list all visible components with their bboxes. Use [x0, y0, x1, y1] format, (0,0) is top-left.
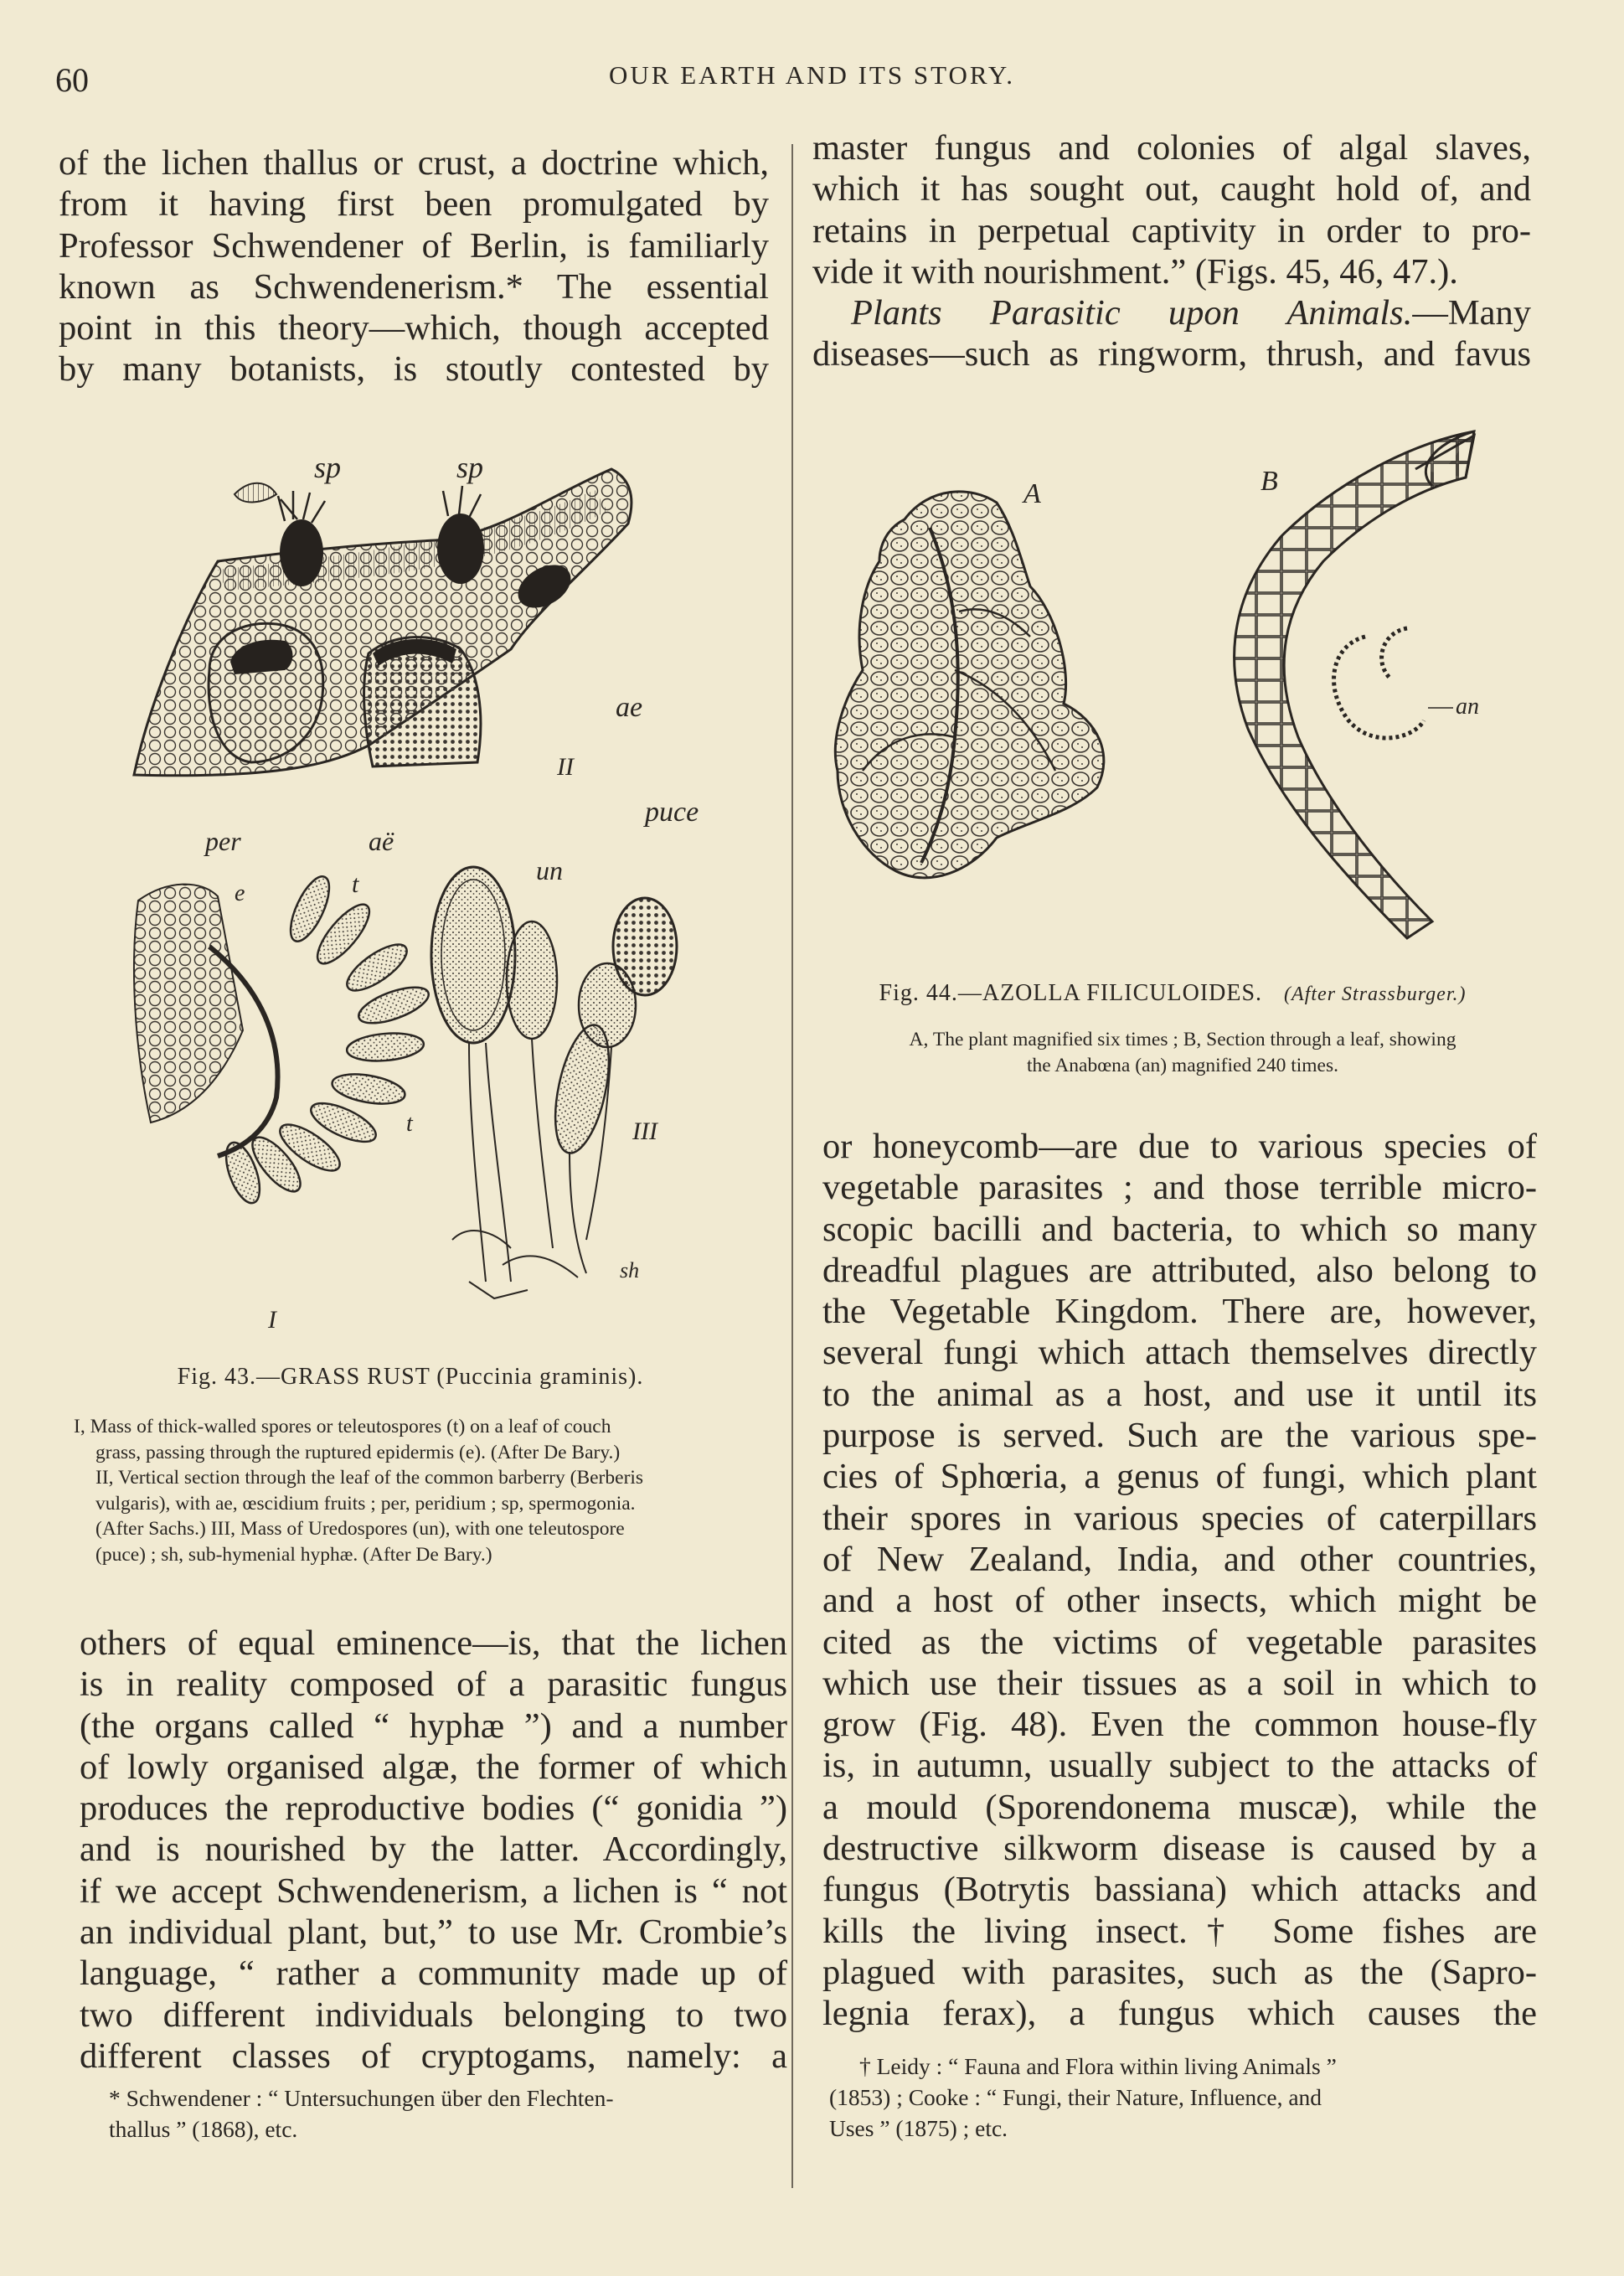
text-line: (the organs called “ hyphæ ”) and a number [80, 1706, 787, 1746]
left-bottom-paragraph [80, 1623, 787, 2077]
text-line: an individual plant, but,” to use Mr. Crombie’s [80, 1912, 787, 1953]
text-line: vegetable parasites ; and those terrible micro- [822, 1168, 1537, 1208]
label-ae-2: aë [369, 826, 394, 856]
figure-44-illustration [829, 419, 1516, 972]
caption-line: I, Mass of thick-walled spores or teleutospores (t) on a leaf of couch [74, 1416, 611, 1437]
text-line: point in this theory—which, though accepted [59, 308, 769, 348]
leaf-section-ii [134, 469, 632, 776]
text-line: plagued with parasites, such as the (Sapro- [822, 1952, 1537, 1992]
right-main-paragraph [822, 1126, 1537, 2035]
text-line: cited as the victims of vegetable parasites [822, 1622, 1537, 1662]
text-line: legnia ferax), a fungus which causes the [822, 1994, 1537, 2034]
text-line: several fungi which attach themselves directly [822, 1333, 1537, 1373]
text-line: their spores in various species of caterpillars [822, 1498, 1537, 1538]
label-ae-1: ae [616, 692, 643, 723]
right-footnote [829, 2051, 1541, 2144]
page-number: 60 [55, 61, 89, 99]
text-line: scopic bacilli and bacteria, to which so many [822, 1209, 1537, 1249]
figure-44-credit: (After Strassburger.) [1284, 983, 1467, 1005]
text-line: a mould (Sporendonema muscæ), while the [822, 1787, 1537, 1827]
section-heading-line [812, 292, 1531, 333]
label-sp-1: sp [314, 451, 342, 484]
text-line: produces the reproductive bodies (“ gonidia ”) [80, 1788, 787, 1829]
text-line: dreadful plagues are attributed, also belong to [822, 1250, 1537, 1290]
footnote-line: (1853) ; Cooke : “ Fungi, their Nature, Influence, and [829, 2084, 1322, 2110]
text-line: by many botanists, is stoutly contested by [59, 349, 769, 390]
caption-line: (puce) ; sh, sub-hymenial hyphæ. (After De Bary.) [95, 1543, 492, 1566]
text-line: if we accept Schwendenerism, a lichen is “ not [80, 1871, 787, 1911]
text-line: purpose is served. Such are the various spe- [822, 1416, 1537, 1456]
footnote-line: * Schwendener : “ Untersuchungen über den Flechten- [109, 2085, 614, 2111]
label-sh: sh [620, 1258, 640, 1283]
text-line: is, in autumn, usually subject to the attacks of [822, 1746, 1537, 1786]
label-t-1: t [352, 870, 359, 898]
text-line: which it has sought out, caught hold of, and [812, 169, 1531, 209]
text-line: destructive silkworm disease is caused by a [822, 1829, 1537, 1869]
label-i: I [268, 1306, 276, 1334]
text-line: and a host of other insects, which might be [822, 1581, 1537, 1621]
text-line: master fungus and colonies of algal slaves, [812, 128, 1531, 168]
label-e: e [235, 880, 245, 906]
uredospores-iii [431, 867, 677, 1298]
figure-44-caption-body [822, 1027, 1543, 1078]
text-line: cies of Sphœria, a genus of fungi, which plant [822, 1457, 1537, 1497]
caption-line: A, The plant magnified six times ; B, Section through a leaf, showing [909, 1029, 1456, 1050]
text-line: retains in perpetual captivity in order to pro- [812, 210, 1531, 250]
caption-line: II, Vertical section through the leaf of the common barberry (Berberis [95, 1467, 644, 1489]
label-iii: III [632, 1117, 657, 1145]
label-sp-2: sp [456, 451, 484, 484]
section-heading: Plants Parasitic upon Animals. [851, 293, 1413, 333]
text-line: to the animal as a host, and use it until its [822, 1374, 1537, 1414]
text-line: grow (Fig. 48). Even the common house-fly [822, 1705, 1537, 1745]
figure-43-caption-title: Fig. 43.—GRASS RUST (Puccinia graminis). [177, 1364, 644, 1390]
footnote-line: thallus ” (1868), etc. [109, 2116, 298, 2142]
caption-line: (After Sachs.) III, Mass of Uredospores (un), with one teleutospore [95, 1518, 625, 1540]
left-footnote [109, 2082, 787, 2144]
spore-mass-i [134, 871, 433, 1207]
figure-43-caption-body [74, 1414, 786, 1567]
figure-44-title: Fig. 44.—AZOLLA FILICULOIDES. [879, 980, 1263, 1006]
label-a: A [1023, 478, 1041, 509]
figure-44-caption-title [812, 980, 1533, 1007]
label-un: un [536, 855, 563, 885]
label-t-2: t [406, 1111, 413, 1137]
text-line: two different individuals belonging to two [80, 1995, 787, 2035]
label-an: an [1456, 694, 1479, 720]
label-puce: puce [645, 797, 699, 828]
text-line: vide it with nourishment.” (Figs. 45, 46, 47.). [812, 251, 1458, 292]
footnote-line: † Leidy : “ Fauna and Flora within living Animals ” [859, 2053, 1337, 2079]
text-line: or honeycomb—are due to various species of [822, 1127, 1537, 1166]
footnote-line: Uses ” (1875) ; etc. [829, 2115, 1008, 2141]
running-title: OUR EARTH AND ITS STORY. [609, 60, 1015, 90]
text-line: the Vegetable Kingdom. There are, however, [822, 1292, 1537, 1332]
text-line: from it having first been promulgated by [59, 184, 769, 225]
text-line: of lowly organised algæ, the former of which [80, 1747, 787, 1787]
text-line: and is nourished by the latter. Accordingly, [80, 1830, 787, 1870]
caption-line: grass, passing through the ruptured epidermis (e). (After De Bary.) [95, 1441, 621, 1463]
figure-43-illustration [117, 444, 754, 1357]
text-line: which use their tissues as a soil in which to [822, 1663, 1537, 1703]
text-line: fungus (Botrytis bassiana) which attacks and [822, 1870, 1537, 1910]
text-line: known as Schwendenerism.* The essential [59, 266, 769, 307]
text-line: Professor Schwendener of Berlin, is familiarly [59, 225, 769, 266]
right-top-paragraph [812, 127, 1531, 375]
text-line: others of equal eminence—is, that the lichen [80, 1623, 787, 1663]
text-line: of the lichen thallus or crust, a doctrine which, [59, 143, 769, 183]
label-ii: II [557, 753, 574, 781]
text-line: is in reality composed of a parasitic fungus [80, 1664, 787, 1705]
caption-line: the Anabœna (an) magnified 240 times. [1027, 1054, 1338, 1076]
text-line: kills the living insect.† Some fishes are [822, 1911, 1537, 1951]
text-line: of New Zealand, India, and other countries, [822, 1539, 1537, 1579]
section-heading-rest: —Many [1412, 293, 1531, 333]
text-line: language, “ rather a community made up of [80, 1953, 787, 1994]
column-divider [791, 144, 793, 2188]
caption-line: vulgaris), with ae, œscidium fruits ; per, peridium ; sp, spermogonia. [95, 1492, 636, 1515]
azolla-plant-a [835, 492, 1104, 878]
label-per: per [205, 826, 241, 856]
text-line: different classes of cryptogams, namely: a [80, 2036, 787, 2076]
leaf-section-b [1235, 431, 1474, 938]
left-top-paragraph [59, 142, 769, 390]
label-b: B [1261, 466, 1278, 497]
text-line: diseases—such as ringworm, thrush, and favus [812, 334, 1531, 374]
